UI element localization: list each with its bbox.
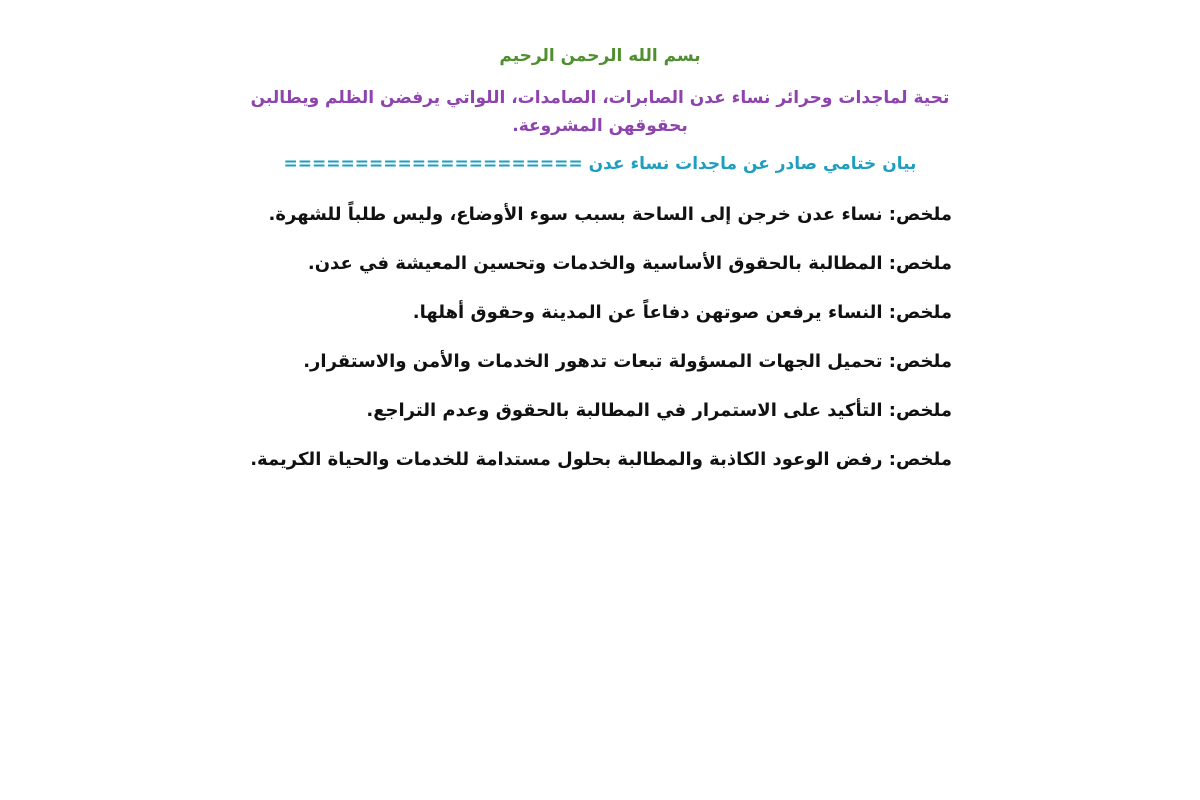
- paragraph-4: [248, 347, 952, 378]
- greeting-heading: تحية لماجدات وحرائر نساء عدن الصابرات، الصامدات، اللواتي يرفضن الظلم ويطالبن بحقوقهن المشروعة.: [250, 88, 950, 137]
- statement-title: بيان ختامي صادر عن ماجدات نساء عدن: [588, 154, 917, 175]
- paragraph-5: [248, 396, 952, 427]
- paragraph-4-summary: ملخص: تحميل الجهات المسؤولة تبعات تدهور الخدمات والأمن والاستقرار.: [303, 350, 952, 372]
- paragraph-1-summary: ملخص: نساء عدن خرجن إلى الساحة بسبب سوء الأوضاع، وليس طلباً للشهرة.: [268, 204, 952, 226]
- paragraph-2: [248, 249, 952, 280]
- basmala-heading: بسم الله الرحمن الرحيم: [499, 46, 701, 66]
- statement-title-line: [248, 154, 952, 174]
- paragraph-2-summary: ملخص: المطالبة بالحقوق الأساسية والخدمات وتحسين المعيشة في عدن.: [307, 253, 952, 275]
- paragraph-5-summary: ملخص: التأكيد على الاستمرار في المطالبة بالحقوق وعدم التراجع.: [366, 399, 952, 421]
- paragraph-1: [248, 200, 952, 231]
- statement-rule: =====================: [283, 154, 583, 175]
- paragraph-3: [248, 298, 952, 329]
- paragraph-3-summary: ملخص: النساء يرفعن صوتهن دفاعاً عن المدينة وحقوق أهلها.: [412, 302, 952, 323]
- paragraph-6: [248, 445, 952, 476]
- paragraph-6-summary: ملخص: رفض الوعود الكاذبة والمطالبة بحلول مستدامة للخدمات والحياة الكريمة.: [250, 448, 952, 470]
